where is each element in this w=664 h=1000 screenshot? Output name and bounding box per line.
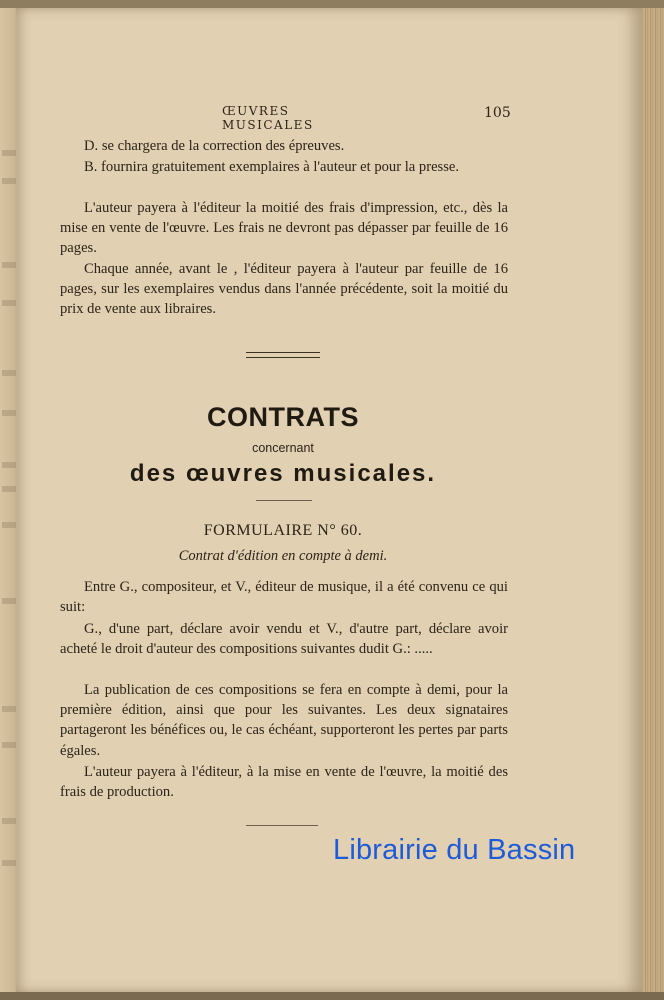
heading-underline	[256, 500, 312, 501]
end-rule	[246, 825, 318, 826]
heading-concernant: concernant	[252, 441, 314, 455]
section-divider	[246, 352, 320, 358]
paragraph-exemplaires: B. fournira gratuitement exemplaires à l'auteur et pour la presse.	[84, 159, 460, 175]
heading-oeuvres: des œuvres musicales.	[129, 460, 437, 487]
watermark: Librairie du Bassin	[333, 834, 576, 866]
paragraph-correction: D. se chargera de la correction des épreuves.	[84, 138, 345, 154]
paragraph-annee: Chaque année, avant le , l'éditeur payera à l'auteur par feuille de 16 pages, sur les exemplaires vendus dans l'année précédente, soit la moitié du prix de vente aux libraires.	[60, 261, 508, 318]
paragraph-entre: Entre G., compositeur, et V., éditeur de musique, il a été convenu ce qui suit:	[60, 579, 508, 616]
form-subtitle: Contrat d'édition en compte à demi.	[178, 548, 388, 564]
bottom-shadow	[0, 992, 664, 1000]
heading-contrats: CONTRATS	[207, 402, 359, 432]
running-title: ŒUVRES MUSICALES	[222, 104, 314, 132]
form-title: FORMULAIRE N° 60.	[203, 522, 363, 539]
page-number: 105	[484, 105, 511, 121]
top-shadow	[0, 0, 664, 8]
paragraph-publication: La publication de ces compositions se fera en compte à demi, pour la première édition, ainsi que pour les suivantes. Les deux signataires partageront les bénéfices ou, le cas échéant, supporteront les pertes par parts égales.	[60, 682, 508, 759]
paragraph-frais-production: L'auteur payera à l'éditeur, à la mise en vente de l'œuvre, la moitié des frais de production.	[60, 764, 508, 801]
paragraph-declare: G., d'une part, déclare avoir vendu et V., d'autre part, déclare avoir acheté le droit d'auteur des compositions suivantes dudit G.: .....	[60, 621, 508, 658]
paragraph-frais: L'auteur payera à l'éditeur la moitié des frais d'impression, etc., dès la mise en vente de l'œuvre. Les frais ne devront pas dépasser par feuille de 16 pages.	[60, 200, 508, 257]
